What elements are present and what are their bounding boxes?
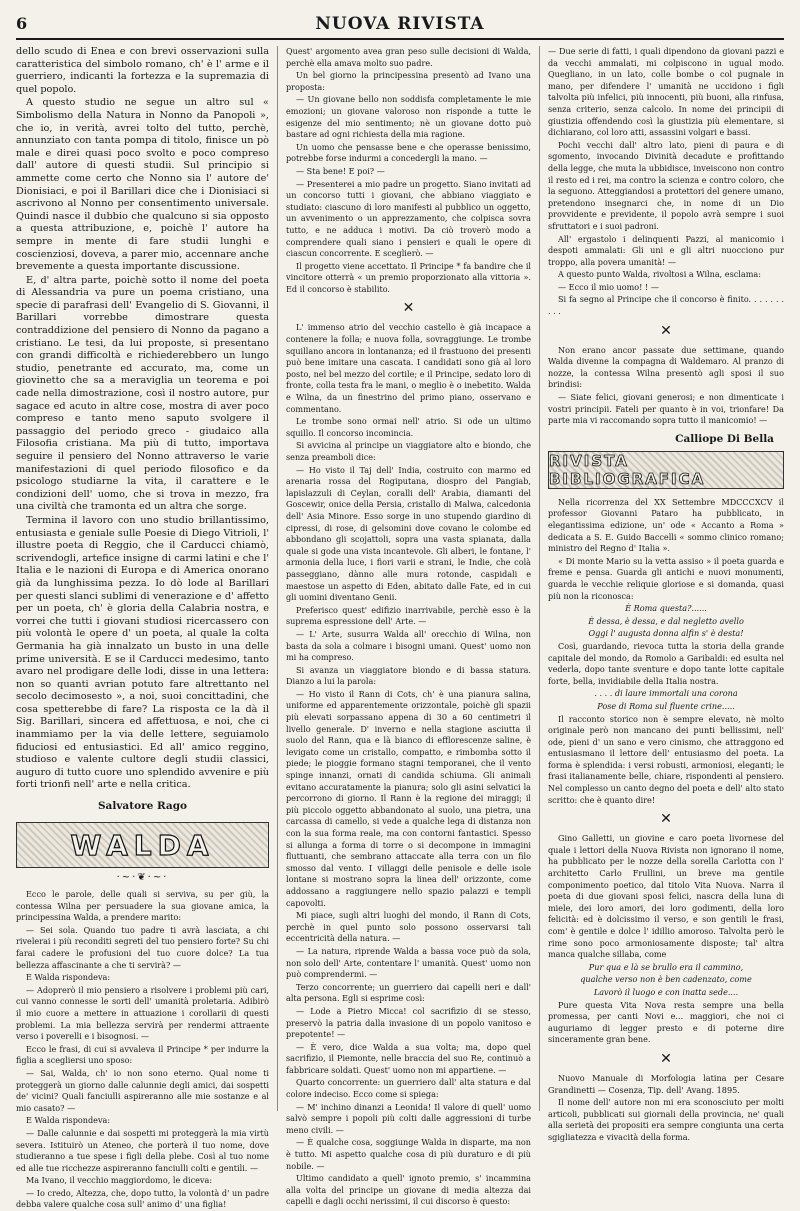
paragraph: Nuovo Manuale di Morfologia latina per Cesare Grandinetti — Cosenza, Tip. dell' Avang. 1895.: [548, 1072, 784, 1095]
paragraph: — Ho visto il Taj dell' India, costruito con marmo ed arenaria rossa del Rogiputana, diospro del Pangiab, lapislazzuli di Ceylan, coralli dell' Arabia, diamanti del Goscewir, onice della Persia, cristallo di Malwa, calcedonia dell' Asia Minore. Esso sorge in uno stupendo giardino di cipressi, di rose, di gelsomini dove covano le colombe ed abbondano gli scojattoli, sopra una vasta spianata, dalla quale si gode una vista incantevole. Gli alberi, le fontane, l' armonia della luce, i fiori varii e strani, le Indie, che colà passeggiano, dànno alle mura rotonde, caspidali e maestose un aspetto di Eden, abitato dalle Fate, ed in cui gli uomini diventano Genii.: [286, 464, 531, 603]
page-number: 6: [16, 14, 28, 33]
paragraph: — È qualche cosa, soggiunge Walda in disparte, ma non è tutto. Mi aspetto qualche cosa di più duraturo e di più nobile. —: [286, 1137, 531, 1171]
paragraph: Il progetto viene accettato. Il Principe * fa bandire che il vincitore otterrà « un premio proporzionato alla vittoria ». Ed il concorso è stabilito.: [286, 260, 531, 294]
verse-line: Oggi l' augusta donna alfin s' è desta!: [588, 628, 744, 639]
paragraph: E, d' altra parte, poichè sotto il nome del poeta di Alessandria va pure un poema cristiano, una specie di parafrasi dell' Evangelio di S. Giovanni, il Barillari vorrebbe dimostrare questa contraddizione del pensiero di Nonno da pagano a cristiano. Le tesi, da lui proposte, si presentano con grandi difficoltà e richiederebbero un lungo studio, penetrante ed accurato, ma, come un giovinetto che sa a meraviglia un teorema e poi cade nella dimostrazione, così il nostro autore, pur sagace ed acuto in altre cose, mostra di aver poco compreso e tanto meno saputo svolgere il passaggio del periodo greco - giudaico alla Filosofia cristiana. Ma più di tutto, importava seguire il pensiero del Nonno attraverso le varie manifestazioni di quel periodo filosofico e da psicologo studiarne la vita, il carattere e le condizioni dell' uomo, che si trova in mezzo, fra una civiltà che tramonta ed un altra che sorge.: [16, 274, 269, 513]
rivista-bibliografica-title: RIVISTA BIBLIOGRAFICA: [549, 451, 706, 488]
page-header: [16, 14, 784, 40]
section-divider-ornament: ✕: [660, 322, 672, 339]
column-right: [540, 46, 784, 1142]
section-divider-ornament: ✕: [402, 300, 415, 317]
paragraph: Ecco le parole, delle quali si serviva, su per giù, la contessa Wilna per persuadere la sua giovane amica, la principessina Walda, a prendere marito:: [16, 889, 269, 923]
paragraph: — È vero, dice Walda a sua volta; ma, dopo quel sacrifizio, il Piemonte, nelle braccia del suo Re, continuò a fabbricare soldati. Quest' uomo non mi appartiene. —: [286, 1041, 531, 1075]
paragraph: E Walda rispondeva:: [26, 1115, 111, 1126]
paragraph: Un uomo che pensasse bene e che operasse benissimo, potrebbe forse indurmi a concedergli la mano. —: [286, 141, 531, 164]
paragraph: Mi piace, sugli altri luoghi del mondo, il Rann di Cots, perchè in quel punto solo possono osservarsi tali eccentricità della natura. —: [286, 910, 531, 944]
paragraph: — M' inchino dinanzi a Leonida! Il valore di quell' uomo salvò sempre i popoli più colti dalle aggressioni di turbe meno civili. —: [286, 1101, 531, 1135]
paragraph: — Siate felici, giovani generosi; e non dimenticate i vostri principii. Fateli per quanto è in voi, trionfare! Da parte mia vi raccomando sopra tutto il manicomio! —: [548, 392, 784, 426]
paragraph: — Presenterei a mio padre un progetto. Siano invitati ad un concorso tutti i giovani, che abbiano viaggiato e studiato: ciascuno di loro manifesti al pubblico un oggetto, un avvenimento o un apprezzamento, che colpisca sovra tutto, e ne adduca i motivi. Da ciò troverò modo a comprendere quali siano i pensieri e quali le opere di ciascun concorrente. E sceglierò. —: [286, 178, 531, 259]
author-signature: Calliope Di Bella: [675, 432, 774, 445]
paragraph: Quarto concorrente: un guerriero dall' alta statura e dal colore indeciso. Ecco come si spiega:: [286, 1077, 531, 1100]
paragraph: Ma Ivano, il vecchio maggiordomo, le diceva:: [26, 1175, 213, 1186]
walda-title: WALDA: [70, 828, 215, 862]
paragraph: Pure questa Vita Nova resta sempre una bella promessa, per canti Novi e... maggiori, che noi ci auguriamo di legger presto e di poterne dire sinceramente gran bene.: [548, 999, 784, 1045]
paragraph: L' immenso atrio del vecchio castello è già incapace a contenere la folla; e nuova folla, sovraggiunge. Le trombe squillano ancora in lontananza; ed il frastuono dei presenti può bene imitare una cascata. I candidati sono già al loro posto, nel bel mezzo del cortile; e il Principe, sedato loro di fronte, colla testa fra le mani, o meglio è o inebetito. Walda e Wilna, da un finestrino del primo piano, osservano e commentano.: [286, 322, 531, 414]
section-divider-ornament: ✕: [660, 1050, 672, 1067]
verse-line: . . . . di laure immortali una corona: [594, 688, 738, 699]
paragraph: — Io credo, Altezza, che, dopo tutto, la volontà d' un padre debba valere qualche cosa sull' animo d' una figlia!: [16, 1187, 269, 1210]
paragraph: — Un giovane bello non soddisfa completamente le mie emozioni; un giovane valoroso non risponde a tutte le esigenze del mio sentimento; nè un giovane dotto può bastare ad ogni richiesta della mia ragione.: [286, 94, 531, 140]
paragraph: All' ergastolo i delinquenti Pazzi, al manicomio i despoti ammalati: Gli uni e gli altri nuocciono pur troppo, alla povera umanità! —: [548, 233, 784, 267]
verse-line: È dessa, è dessa, e dal negletto avello: [588, 615, 744, 626]
verse-line: Lavorò il luogo e con inatta sede....: [593, 986, 739, 997]
paragraph: Ultimo candidato a quell' ignoto premio, s' incammina alla volta del principe un giovane di media altezza dai capelli e dagli occhi nerissimi, il cui discorso è questo:: [286, 1173, 531, 1207]
column-left: [16, 46, 278, 1210]
paragraph: Termina il lavoro con uno studio brillantissimo, entusiasta e geniale sulle Poesie di Diego Vitrioli, l' illustre poeta di Reggio, che il Carducci chiamò, scrivendogli, artefice insigne di carmi latini e che l' Italia e le nazioni di Europa e di America onorano già da lunghissima pezza. Io dò lode al Barillari per questi slanci sublimi di venerazione e d' affetto per un poeta, ch' è gloria della Calabria nostra, e vorrei che tutti i giovani studiosi ricercassero con più volontà le opere d' un poeta, al quale la colta Germania ha già innalzato un busto in una delle prime università. E se il Carducci medesimo, tanto avaro nel prodigare delle lodi, disse in una lettera: non so quanti avrian potuto fare altrettanto nel secolo decimosesto », a noi, suoi concittadini, che cosa spetterebbe di fare? La risposta ce la dà il Sig. Barillari, sincera ed affettuosa, e noi, che ci inammiamo per la via delle lettere, seguiamolo fiduciosi ed entusiastici. Ed all' amico reggino, studioso e valente cultore degli studii classici, auguro di tutto cuore uno splendido avvenire e più forti trionfi nell' arte e nella critica.: [16, 514, 269, 791]
verse-line: qualche verso non è ben cadenzato, come: [580, 974, 752, 985]
paragraph: — Due serie di fatti, i quali dipendono da giovani pazzi e da vecchi ammalati, mi colpiscono in ugual modo. Quegliano, in un lato, colle bombe o col pugnale in mano, per difendere l' umanità ne uccidono i figli talvolta più infelici, più innocenti, più buoni, alla rinfusa, senza criterio, senza calcolo. In nome dei principii di giustizia offendendo così la giustizia più elementare, si dichiarano, col loro atti, assassini volgari e bassi.: [548, 46, 784, 138]
paragraph: Gino Galletti, un giovine e caro poeta livornese del quale i lettori della Nuova Rivista non ignorano il nome, ha pubblicato per le nozze della sorella Carlotta con l' architetto Carlo Frullini, un breve ma gentile componimento poetico, dal titolo Vita Nuova. Narra il poeta di due giovani sposi felici, nascra della luna di miele, dei loro amori, dei loro godimenti, della loro felicità: ed è dolcissimo il verso, e son gentili le frasi, com' è gentile e dolce l' idillio amoroso. Talvolta però le rime sono poco armoniosamente disposte; tal' altra manca qualche sillaba, come: [548, 833, 784, 960]
paragraph: Non erano ancor passate due settimane, quando Walda divenne la compagna di Waldemaro. Al pranzo di nozze, la contessa Wilna presentò agli sposi il suo brindisi:: [548, 344, 784, 390]
paragraph: A questo punto Walda, rivoltosi a Wilna, esclama:: [558, 269, 761, 280]
paragraph: Preferisco quest' edifizio inarrivabile, perchè esso è la suprema espressione dell' Arte. —: [286, 604, 531, 627]
verse-line: Pur qua e là se brullo era il cammino,: [588, 961, 744, 972]
paragraph: — Ecco il mio uomo! ! —: [558, 281, 659, 292]
paragraph: — Dalle calunnie e dai sospetti mi proteggerà la mia virtù severa. Istituirò un Ateneo, che porterà il tuo nome, dove studieranno a tue spese i figli della plebe. Così al tuo nome ed alle tue ricchezze aspireranno fanciulli colti e gentili. —: [16, 1127, 269, 1173]
paragraph: Un bel giorno la principessina presentò ad Ivano una proposta:: [286, 70, 531, 92]
paragraph: Quest' argomento avea gran peso sulle decisioni di Walda, perchè ella amava molto suo padre.: [286, 46, 531, 68]
paragraph: Si avvicina al principe un viaggiatore alto e biondo, che senza preamboli dice:: [286, 440, 531, 462]
paragraph: Si fa segno al Principe che il concorso è finito. . . . . . . . . .: [548, 294, 784, 317]
paragraph: Nella ricorrenza del XX Settembre MDCCCXCV il professor Giovanni Pataro ha pubblicato, in elegantissima edizione, un' ode « Accanto a Roma » dedicata a S. E. Guido Baccelli « sommo clinico romano; ministro del Regno d' Italia ».: [548, 496, 784, 554]
paragraph: — Lode a Pietro Micca! col sacrifizio di se stesso, preservò la patria dalla invasione di un popolo vanitoso e prepotente! —: [286, 1005, 531, 1040]
paragraph: — L' Arte, susurra Walda all' orecchio di Wilna, non basta da sola a colmare i bisogni umani. Quest' uomo non mi ha compreso.: [286, 628, 531, 663]
journal-title: NUOVA RIVISTA: [315, 14, 485, 34]
paragraph: Ecco le frasi, di cui si avvaleva il Principe * per indurre la figlia a scegliersi uno sposo:: [16, 1043, 269, 1066]
paragraph: — Sei sola. Quando tuo padre ti avrà lasciata, a chi rivelerai i più reconditi segreti del tuo pensiero forte? Su chi farai cadere le profusioni del tuo cuore dolce? La tua bellezza affascinante a che ti servirà? —: [16, 924, 269, 970]
paragraph: — Sai, Walda, ch' io non sono eterno. Qual nome ti proteggerà un giorno dalle calunnie degli amici, dai sospetti de' vicini? Quali fanciulli aspireranno alle mie sostanze e al mio casato? —: [16, 1067, 269, 1113]
paragraph: A questo studio ne segue un altro sul « Simbolismo della Natura in Nonno da Panopoli », che io, in verità, avrei tolto del tutto, perchè, annunziato con tanta pompa di titolo, finisce un pò male e direi quasi poco svolto e poco compreso dall' autore di questi studii. Sul principio si ammette come certo che Nonno sia l' autore de' Dionisiaci, e poi il Barillari dice che i Dionisiaci si ascrivono al Nonno per consentimento universale. Quindi nasce il dubbio che qualcuno si sia opposto a questa attribuzione, e, poichè l' autore ha sempre in mente di fare studii lunghi e coscienziosi, doveva, a parer mio, accennare anche brevemente a questa importante discussione.: [16, 97, 269, 273]
walda-title-banner: [16, 822, 269, 868]
paragraph: — La natura, riprende Walda a bassa voce può da sola, non solo dell' Arte, contentare l' umanità. Quest' uomo non può comprendermi. —: [286, 945, 531, 980]
paragraph: — Sta bene! E poi? —: [296, 165, 385, 176]
verse-line: È Roma questa?......: [625, 603, 707, 614]
banner-ornament: ·~·❦·~·: [116, 872, 169, 884]
paragraph: Il nome dell' autore non mi era sconosciuto per molti articoli, pubblicati sui giornali della provincia, ne' quali alla serietà dei propositi era sempre congiunta una certa sgigliatezza e vivacità della forma.: [548, 1097, 784, 1142]
paragraph: Terzo concorrente; un guerriero dai capelli neri e dall' alta persona. Egli si esprime così:: [286, 981, 531, 1004]
author-signature: Salvatore Rago: [97, 800, 188, 813]
rivista-bibliografica-banner: [548, 451, 784, 489]
paragraph: dello scudo di Enea e con brevi osservazioni sulla caratteristica del simbolo romano, ch' è l' arme e il guerriero, indicanti la fortezza e la supremazia di quel popolo.: [16, 46, 269, 95]
column-middle: [278, 46, 540, 1207]
section-divider-ornament: ✕: [660, 811, 672, 828]
paragraph: — Ho visto il Rann di Cots, ch' è una pianura salina, uniforme ed apparentemente orizzontale, poichè gli spazii più elevati sorpassano appena di 30 a 60 centimetri il livello generale. D' inverno e nella stagione asciutta il suolo del Rann, qua e là bianco di efflorescenze saline, è levigato come un cristallo, compatto, e rimbomba sotto il piede; le pioggie formano stagni temporanei, che il vento spinge innanzi, ornati di candida schiuma. Gli animali evitano accuratamente la pianura; solo gli asini selvatici la percorrono di giorno. Il Rann è la regione dei miraggi; il più piccolo oggetto abbandonato al suolo, una pietra, una carcassa di camello, si vede a qualche lega di distanza non con la sua forma reale, ma con contorni fantastici. Spesso si allunga a forma di torre o si decompone in immagini fluttuanti, che sembrano attaccate alla terra con un filo smosso dal vento. I villaggi delle penisole e delle isole lontane si mostrano sopra la linea dell' orizzonte, come addossano a raggiungere nello spazio palazzi e templi capovolti.: [286, 688, 531, 908]
paragraph: E Walda rispondeva:: [26, 972, 111, 983]
paragraph: Si avanza un viaggiatore biondo e di bassa statura. Dianzo a lui la parola:: [286, 664, 531, 687]
paragraph: Il racconto storico non è sempre elevato, nè molto originale però non mancano dei punti bellissimi, nell' ode, pieni d' un sano e vero cinismo, che attraggono ed entusiasmano il lettore dell' entusiasmo del poeta. La forma è splendida: i versi robusti, armoniosi, eleganti; le frasi italianamente belle, chiare, rispondenti al pensiero. Nel complesso un canto degno del poeta e dell' alto stato scritto: che è quanto dire!: [548, 713, 784, 805]
paragraph: « Di monte Mario su la vetta assiso » il poeta guarda e freme e pensa. Guarda gli antichi e nuovi monumenti, guarda le vecchie reliquie gloriose e si domanda, quasi più non la riconosca:: [548, 555, 784, 601]
paragraph: — Adoprerò il mio pensiero a risolvere i problemi più cari, cui vanno connesse le sorti dell' umanità proletaria. Adibirò il mio cuore a mettere in attuazione i corollarii di questi problemi. La mia bellezza servirà per rendermi attraente verso i poverelli e i bisognosi. —: [16, 984, 269, 1042]
paragraph: Pochi vecchi dall' altro lato, pieni di paura e di sgomento, invocando Divinità decadute e profittando della legge, che muta la ubbidisce, inveiscono non contro il resto ed i rei, ma contro la scienza e contro coloro, che la seguono. Atteggiandosi a protettori del genere umano, pretendono insegnarci che, in nome di un Dio provvidente e previdente, il popolo avrà sempre i suoi sfruttatori e i suoi padroni.: [548, 139, 784, 231]
verse-line: Pose di Roma sul fluente crine.....: [597, 700, 735, 711]
paragraph: Così, guardando, rievoca tutta la storia della grande capitale del mondo, da Romolo a Garibaldi: ed esulta nel vederla, dopo tante sventure e dopo tante lotte capitale forte, bella, invidiabile della Italia nostra.: [548, 640, 784, 686]
paragraph: Le trombe sono ormai nell' atrio. Si ode un ultimo squillo. Il concorso incomincia.: [286, 416, 531, 438]
